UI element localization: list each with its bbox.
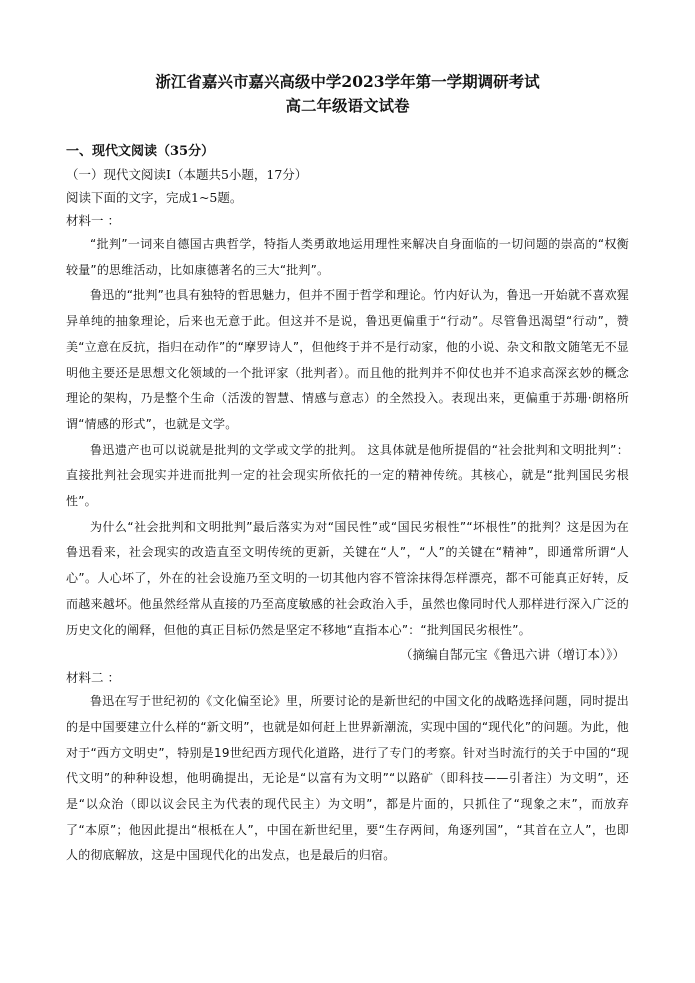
material1-label: 材料一 ：	[66, 213, 120, 228]
subsection1-heading: （一）现代文阅读Ⅰ（本题共5小题，17分）	[66, 167, 308, 182]
material2-label: 材料二 ：	[66, 670, 120, 686]
material1-paragraph: 鲁迅遗产也可以说就是批判的文学或文学的批判。 这具体就是他所提倡的“社会批判和文明批判”：直接批判社会现实并进而批判一定的社会现实所依托的一定的精神传统。其核心，就是“批判国民劣根性”。	[66, 442, 629, 509]
material1-source: （摘编自郜元宝《鲁迅六讲（增订本）》）	[399, 647, 625, 663]
exam-title-line2: 高二年级语文试卷	[285, 96, 410, 115]
material1-paragraph: 为什么“社会批判和文明批判”最后落实为对“国民性”或“国民劣根性”“坏根性”的批判？这是因为在鲁迅看来，社会现实的改造直至文明传统的更新，关键在“人”，“人”的关键在“精神”，即通常所谓“人心”。人心坏了，外在的社会设施乃至文明的一切其他内容不管涂抹得怎样漂亮，都不可能真正好转，反而越来越坏。他虽然经常从直接的乃至高度敏感的社会政治入手，虽然也像同时代人那样进行深入广泛的历史文化的阐释，但他的真正目标仍然是坚定不移地“直指本心”：“批判国民劣根性”。	[66, 519, 629, 637]
exam-title-line1: 浙江省嘉兴市嘉兴高级中学2023学年第一学期调研考试	[155, 72, 540, 91]
material1-paragraph: “批判”一词来自德国古典哲学，特指人类勇敢地运用理性来解决自身面临的一切问题的崇高的“权衡较量”的思维活动，比如康德著名的三大“批判”。	[66, 237, 629, 277]
material2-paragraph: 鲁迅在写于世纪初的《文化偏至论》里，所要讨论的是新世纪的中国文化的战略选择问题，同时提出的是中国要建立什么样的“新文明”，也就是如何赶上世界新潮流，实现中国的“现代化”的问题。为此，他对于“西方文明史”，特别是19世纪西方现代化道路，进行了专门的考察。针对当时流行的关于中国的“现代文明”的种种设想，他明确提出，无论是“以富有为文明”“以路矿（即科技——引者注）为文明”，还是“以众治（即以议会民主为代表的现代民主）为文明”，都是片面的，只抓住了“现象之末”，而放弃了“本原”；他因此提出“根柢在人”，中国在新世纪里，要“生存两间，角逐列国”，“其首在立人”，也即人的彻底解放，这是中国现代化的出发点，也是最后的归宿。	[66, 694, 629, 863]
reading-instruction: 阅读下面的文字，完成1~5题。	[66, 190, 243, 205]
title-spacer	[66, 118, 629, 140]
section1-heading: 一、现代文阅读（35分）	[66, 144, 215, 159]
material1-paragraph: 鲁迅的“批判”也具有独特的哲思魅力，但并不囿于哲学和理论。竹内好认为，鲁迅一开始就不喜欢猩异单纯的抽象理论，后来也无意于此。但这并不是说，鲁迅更偏重于“行动”。尽管鲁迅渴望“行动”，赞美“立意在反抗，指归在动作”的“摩罗诗人”，但他终于并不是行动家，他的小说、杂文和散文随笔无不显明他主要还是思想文化领域的一个批评家（批判者）。而且他的批判并不仰仗也并不追求高深玄妙的概念理论的架构，乃是整个生命（活泼的智慧、情感与意志）的全然投入。表现出来，更偏重于苏珊·朗格所谓“情感的形式”，也就是文学。	[66, 288, 629, 431]
